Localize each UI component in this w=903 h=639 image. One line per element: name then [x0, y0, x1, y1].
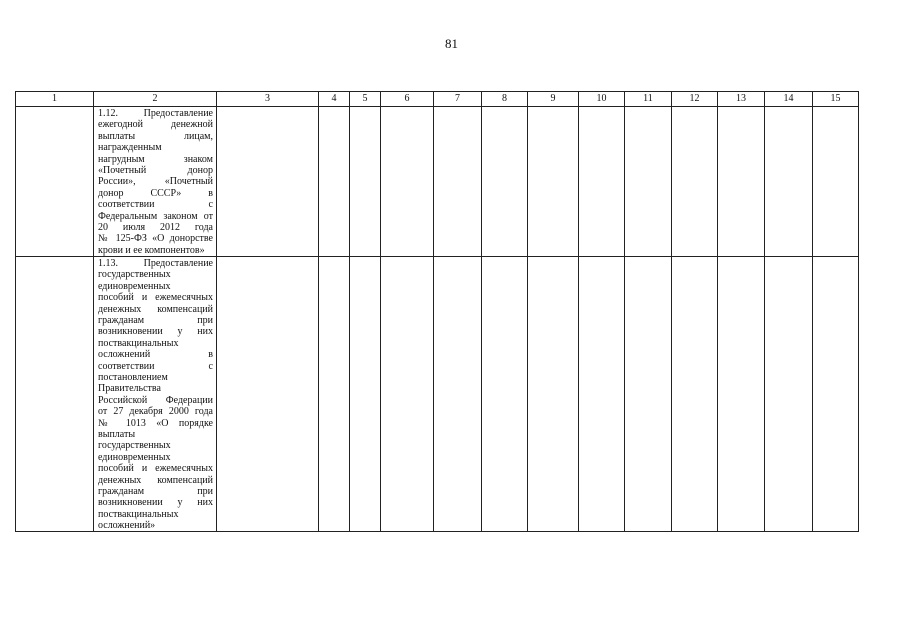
table-cell-col4	[319, 257, 350, 532]
row-description	[94, 107, 216, 256]
table-cell-col8	[482, 107, 528, 257]
row-description	[94, 257, 216, 531]
description-line: осложнений в	[98, 349, 213, 361]
description-line: поствакцинальных	[98, 337, 179, 349]
table-cell-col13	[718, 257, 765, 532]
table-cell-col7	[434, 257, 482, 532]
description-line: денежных компенсаций	[98, 303, 213, 315]
description-line: единовременных	[98, 280, 171, 292]
column-header-6: 6	[381, 92, 434, 107]
description-line: крови и ее компонентов»	[98, 244, 205, 256]
description-line: единовременных	[98, 451, 171, 463]
description-line: № 125-ФЗ «О донорстве	[98, 233, 213, 245]
description-line: 20 июля 2012 года	[98, 221, 213, 233]
table-cell-col11	[625, 257, 672, 532]
column-header-13: 13	[718, 92, 765, 107]
column-header-4: 4	[319, 92, 350, 107]
table-header-row	[16, 92, 859, 107]
description-line: денежных компенсаций	[98, 474, 213, 486]
description-line: соответствии с	[98, 360, 213, 372]
column-header-1: 1	[16, 92, 94, 107]
description-line: возникновении у них	[98, 326, 213, 338]
table-cell-col3	[217, 107, 319, 257]
description-line: осложнений»	[98, 520, 156, 532]
description-line: пособий и ежемесячных	[98, 463, 213, 475]
table-cell-col14	[765, 107, 813, 257]
description-line: нагрудным знаком	[98, 153, 213, 165]
table-cell-col11	[625, 107, 672, 257]
description-line: государственных	[98, 269, 171, 281]
description-line: Правительства	[98, 383, 161, 395]
table-cell-col6	[381, 257, 434, 532]
description-line: донор СССР» в	[98, 187, 213, 199]
table-cell-col14	[765, 257, 813, 532]
column-header-2: 2	[94, 92, 217, 107]
description-line: России», «Почетный	[98, 176, 213, 188]
table-cell-col9	[528, 107, 579, 257]
column-header-11: 11	[625, 92, 672, 107]
column-header-14: 14	[765, 92, 813, 107]
table-cell-col12	[672, 107, 718, 257]
table-cell-col13	[718, 107, 765, 257]
description-line: постановлением	[98, 371, 168, 383]
table-cell-col1	[16, 107, 94, 257]
description-line: Федеральным законом от	[98, 210, 213, 222]
description-line: от 27 декабря 2000 года	[98, 406, 213, 418]
description-line: выплаты	[98, 428, 136, 440]
table-cell-col5	[350, 107, 381, 257]
table-cell-col15	[813, 107, 859, 257]
description-line: гражданам при	[98, 315, 213, 327]
column-header-15: 15	[813, 92, 859, 107]
description-line: № 1013 «О порядке	[98, 417, 213, 429]
page-number: 81	[445, 36, 458, 51]
table-cell-col6	[381, 107, 434, 257]
table-cell-col3	[217, 257, 319, 532]
description-line: соответствии с	[98, 199, 213, 211]
column-header-10: 10	[579, 92, 625, 107]
column-header-9: 9	[528, 92, 579, 107]
table-cell-col4	[319, 107, 350, 257]
table-row	[16, 107, 859, 257]
column-header-5: 5	[350, 92, 381, 107]
description-line: государственных	[98, 440, 171, 452]
table-cell-col7	[434, 107, 482, 257]
column-header-12: 12	[672, 92, 718, 107]
table-cell-col15	[813, 257, 859, 532]
column-header-3: 3	[217, 92, 319, 107]
description-line: выплаты лицам,	[98, 130, 213, 142]
table-cell-col8	[482, 257, 528, 532]
table-cell-col10	[579, 257, 625, 532]
description-line: Российской Федерации	[98, 394, 213, 406]
column-header-7: 7	[434, 92, 482, 107]
description-line: пособий и ежемесячных	[98, 292, 213, 304]
table-cell-col12	[672, 257, 718, 532]
description-line: «Почетный донор	[98, 164, 213, 176]
description-line: 1.13. Предоставление	[98, 258, 213, 270]
description-line: ежегодной денежной	[98, 119, 213, 131]
description-line: гражданам при	[98, 485, 213, 497]
table-cell-description	[94, 257, 217, 532]
description-line: поствакцинальных	[98, 508, 179, 520]
description-line: 1.12. Предоставление	[98, 108, 213, 119]
budget-table	[15, 91, 859, 532]
description-line: возникновении у них	[98, 497, 213, 509]
table-cell-col1	[16, 257, 94, 532]
table-cell-description	[94, 107, 217, 257]
table-cell-col5	[350, 257, 381, 532]
description-line: награжденным	[98, 142, 162, 154]
table-cell-col9	[528, 257, 579, 532]
table-cell-col10	[579, 107, 625, 257]
table-row	[16, 257, 859, 532]
column-header-8: 8	[482, 92, 528, 107]
